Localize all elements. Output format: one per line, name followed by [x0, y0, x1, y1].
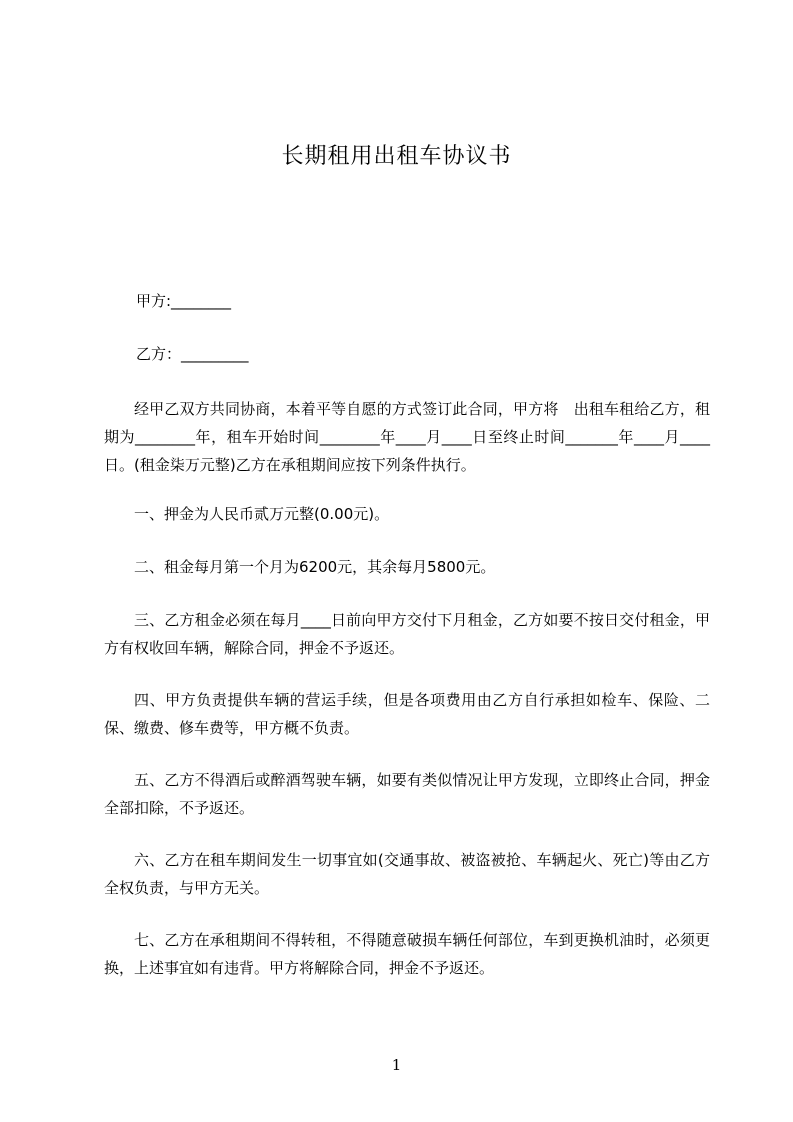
clause-6: 六、乙方在租车期间发生一切事宜如(交通事故、被盗被抢、车辆起火、死亡)等由乙方全权负责，与甲方无关。	[104, 851, 710, 897]
party-a-line: 甲方:________	[136, 292, 232, 310]
clause-1: 一、押金为人民币贰万元整(0.00元)。	[134, 505, 390, 523]
clause-4: 四、甲方负责提供车辆的营运手续，但是各项费用由乙方自行承担如检车、保险、二保、缴费、修车费等，甲方概不负责。	[104, 691, 710, 737]
party-b-line: 乙方：_________	[136, 345, 249, 363]
page-number: 1	[391, 1056, 402, 1074]
document-title: 长期租用出租车协议书	[281, 144, 512, 169]
clause-7: 七、乙方在承租期间不得转租，不得随意破损车辆任何部位，车到更换机油时，必须更换，上述事宜如有违背。甲方将解除合同，押金不予返还。	[104, 931, 710, 977]
clause-5: 五、乙方不得酒后或醉酒驾驶车辆，如要有类似情况让甲方发现，立即终止合同，押金全部扣除，不予返还。	[104, 771, 710, 817]
clause-3: 三、乙方租金必须在每月____日前向甲方交付下月租金，乙方如要不按日交付租金，甲方有权收回车辆，解除合同，押金不予返还。	[104, 611, 710, 657]
clause-2: 二、租金每月第一个月为6200元，其余每月5800元。	[134, 558, 496, 576]
intro-paragraph: 经甲乙双方共同协商，本着平等自愿的方式签订此合同，甲方将 出租车租给乙方，租期为________年，租车开始时间________年____月____日至终止时间_______年____月____日。(租金柒万元整)乙方在承租期间应按下列条件执行。	[104, 400, 710, 474]
